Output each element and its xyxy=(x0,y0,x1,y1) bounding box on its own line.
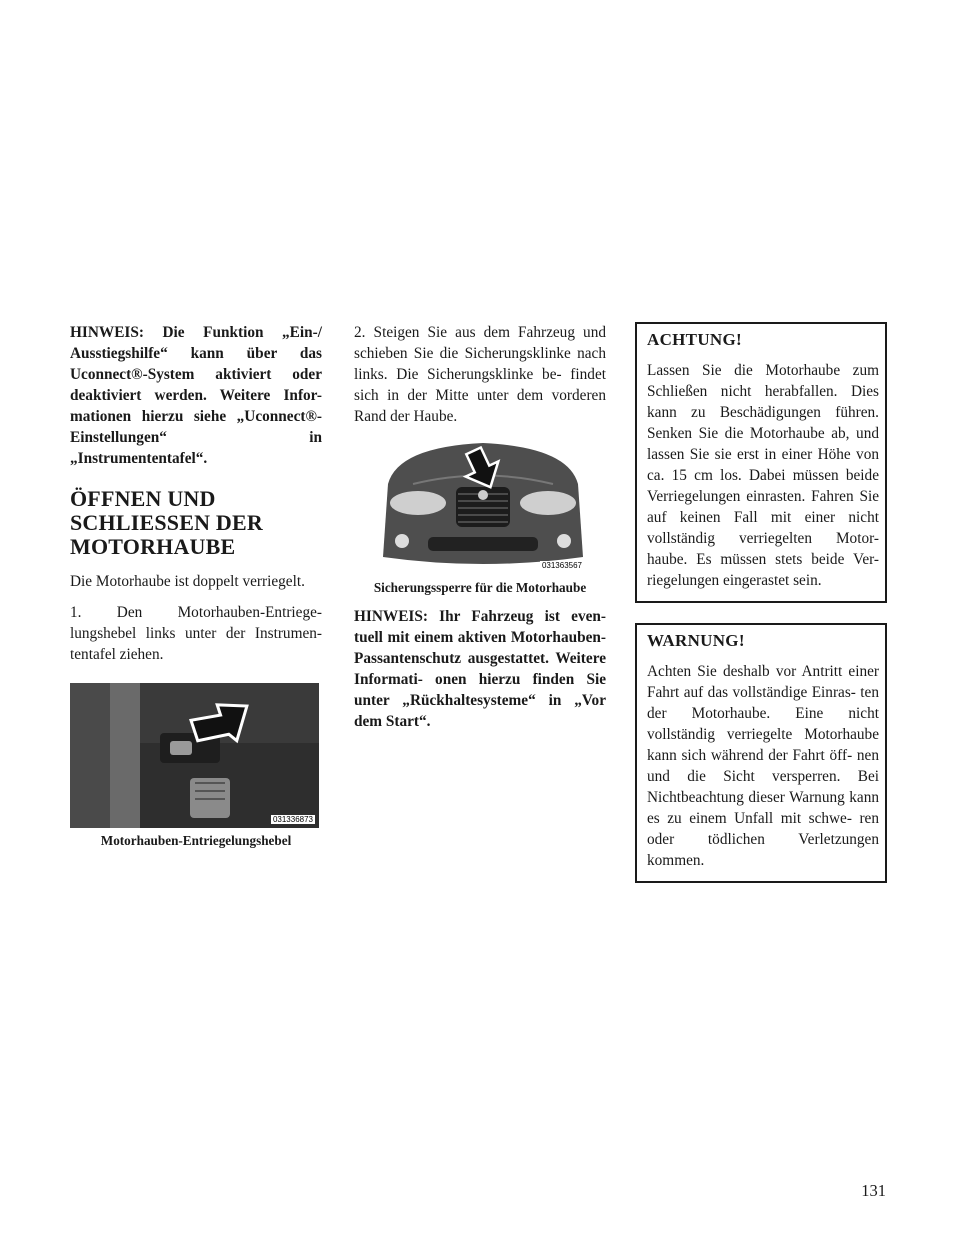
column-left xyxy=(70,322,322,849)
caution-title: ACHTUNG! xyxy=(647,330,742,349)
figure-safety-catch xyxy=(378,439,606,574)
hinweis-passantenschutz: HINWEIS: Ihr Fahrzeug ist even- tuell mit einem aktiven Motorhauben-Passantenschutz ausgestattet. Weitere Informati- onen hierzu finden Sie unter „Rückhaltesysteme“ in „Vor dem Start“. xyxy=(354,608,606,730)
column-right xyxy=(635,322,887,903)
section-heading: ÖFFNEN UND SCHLIESSEN DER MOTORHAUBE xyxy=(70,486,263,559)
car-front-illustration xyxy=(378,439,588,574)
step-2: 2. Steigen Sie aus dem Fahrzeug und schieben Sie die Sicherungsklinke nach links. Die Sicherungsklinke be- findet sich in der Mitte unter dem vorderen Rand der Haube. xyxy=(354,324,606,425)
figure-id: 031363567 xyxy=(541,561,582,570)
warning-text: Achten Sie deshalb vor Antritt einer Fahrt auf das vollständige Einras- ten der Motorhaube. Eine nicht vollständig verriegelte Motorhaube kann sich während der Fahrt öff- nen und die Sicht versperren. Bei Nichtbeachtung dieser Warnung kann es zu einem Unfall mit schwe- ren oder tödlichen Verletzungen kommen. xyxy=(647,663,879,869)
figure-release-lever xyxy=(70,683,322,849)
column-middle xyxy=(354,322,606,732)
car-front-photo xyxy=(378,439,588,574)
release-lever-photo xyxy=(70,683,319,828)
warning-box xyxy=(635,623,887,883)
release-lever-illustration xyxy=(70,683,319,828)
caution-box xyxy=(635,322,887,603)
figure-id: 031336873 xyxy=(272,815,313,824)
warning-title: WARNUNG! xyxy=(647,631,745,650)
figure-caption: Motorhauben-Entriegelungshebel xyxy=(100,833,292,848)
step-1: 1. Den Motorhauben-Entriege- lungshebel links unter der Instrumen- tentafel ziehen. xyxy=(70,604,322,663)
hinweis-ausstiegshilfe: HINWEIS: Die Funktion „Ein-/ Ausstiegshilfe“ kann über das Uconnect®-System aktiviert oder deaktiviert werden. Weitere Infor- mationen hierzu siehe „Uconnect®-Einstellungen“ in „Instrumententafel“. xyxy=(70,324,322,467)
figure-caption: Sicherungssperre für die Motorhaube xyxy=(373,580,587,595)
page-number: 131 xyxy=(861,1181,886,1200)
caution-text: Lassen Sie die Motorhaube zum Schließen nicht herabfallen. Dies kann zu Beschädigungen führen. Senken Sie die Motorhaube ab, und lassen Sie sie erst in einer Höhe von ca. 15 cm los. Dabei müssen beide Verriegelungen einrasten. Fahren Sie auf keinen Fall mit einer nicht vollständig verriegelten Motor- haube. Es müssen stets beide Ver- riegelungen eingerastet sein. xyxy=(647,362,879,589)
paragraph-doppelt-verriegelt: Die Motorhaube ist doppelt verriegelt. xyxy=(70,573,305,590)
